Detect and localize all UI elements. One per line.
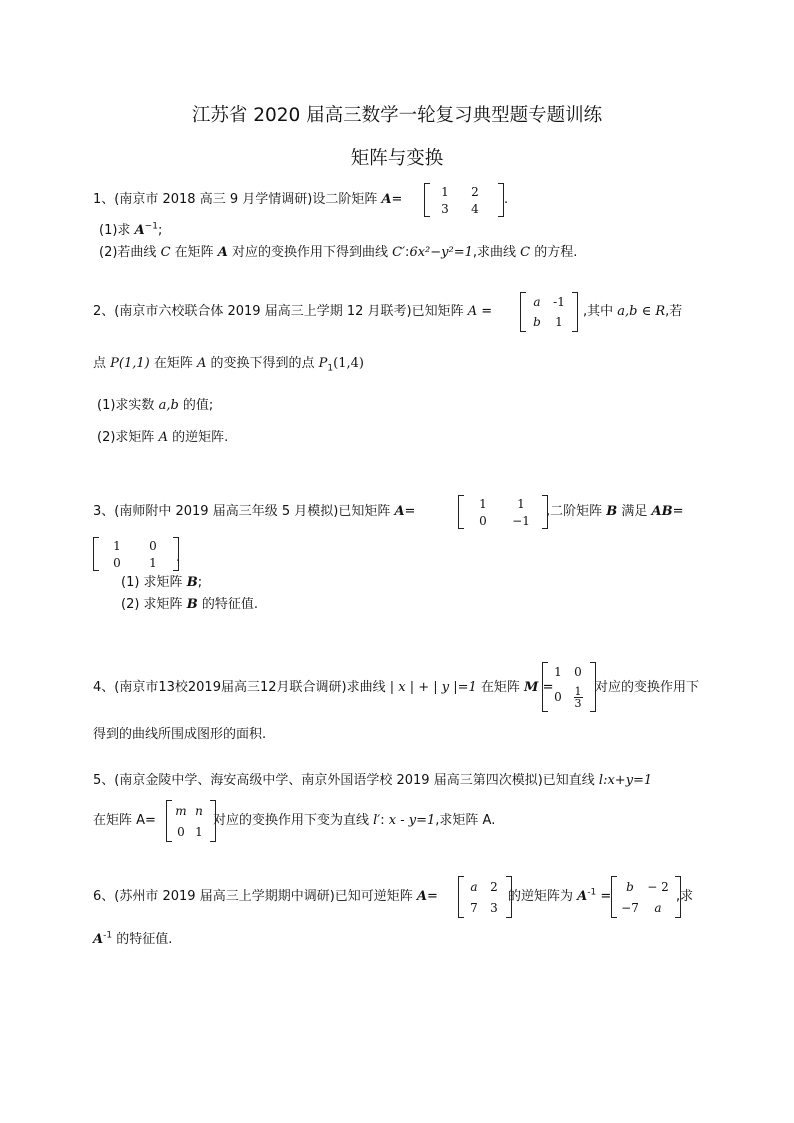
- question-number: 5、: [93, 773, 115, 788]
- question-3-part-2: (2) 求矩阵 B 的特征值.: [121, 597, 258, 612]
- matrix-A-q1: 1 2 3 4: [424, 183, 504, 217]
- matrix-M-q4: 1 0 0 $\frac{1}{3}$: [542, 662, 596, 712]
- question-source: (苏州市 2019 届高三上学期期中调研): [114, 889, 335, 904]
- question-4-stem: 4、(南京市13校2019届高三12月联合调研)求曲线 | x | + | y |=1 在矩阵 M =: [93, 680, 554, 695]
- question-2-stem: 2、(南京市六校联合体 2019 届高三上学期 12 月联考)已知矩阵 A =: [93, 304, 493, 319]
- question-2-part-2: (2)求矩阵 A 的逆矩阵.: [97, 430, 229, 445]
- question-3-part-1: (1) 求矩阵 B;: [121, 575, 203, 590]
- question-number: 4、: [93, 680, 115, 695]
- question-4-line-2: 得到的曲线所围成图形的面积.: [93, 727, 267, 742]
- question-source: (南京市六校联合体 2019 届高三上学期 12 月联考): [114, 304, 412, 319]
- question-source: (南京金陵中学、海安高级中学、南京外国语学校 2019 届高三第四次模拟): [114, 773, 543, 788]
- matrix-identity-q3: 1 0 0 1: [93, 537, 179, 571]
- fraction-one-third: $\frac{1}{3}$: [574, 684, 582, 710]
- question-6-stem: 6、(苏州市 2019 届高三上学期期中调研)已知可逆矩阵 A=: [93, 889, 438, 904]
- question-number: 6、: [93, 889, 115, 904]
- question-number: 2、: [93, 304, 115, 319]
- question-source: (南京市 2018 高三 9 月学情调研): [114, 192, 313, 207]
- matrix-A-q5: m n 0 1: [166, 800, 216, 842]
- question-2-line-2: 点 P(1,1) 在矩阵 A 的变换下得到的点 $P_1(1,4)$: [93, 356, 364, 374]
- matrix-A-q6: a 2 7 3: [458, 876, 512, 918]
- question-1-stem: 1、(南京市 2018 高三 9 月学情调研)设二阶矩阵 A=: [93, 192, 403, 207]
- question-5-line-2-a: 在矩阵 A=: [93, 813, 156, 828]
- question-1-part-1: (1)求 $A^{-1}$;: [99, 221, 163, 238]
- matrix-A-q2: a -1 b 1: [520, 292, 578, 332]
- matrix-A-q3: 1 1 0 −1: [458, 495, 548, 529]
- document-subtitle: 矩阵与变换: [350, 148, 444, 169]
- question-source: (南师附中 2019 届高三年级 5 月模拟): [114, 504, 339, 519]
- question-1-part-2: (2)若曲线 C 在矩阵 A 对应的变换作用下得到曲线 C′:6x²−y²=1,求曲线 C 的方程.: [99, 245, 578, 260]
- question-5-stem: 5、(南京金陵中学、海安高级中学、南京外国语学校 2019 届高三第四次模拟)已知直线 l:x+y=1: [93, 773, 653, 788]
- question-number: 1、: [93, 192, 115, 207]
- question-source: (南京市13校2019届高三12月联合调研): [114, 680, 347, 695]
- matrix-A-inverse-q6: b − 2 −7 a: [611, 876, 681, 918]
- question-number: 3、: [93, 504, 115, 519]
- question-5-line-2-b: 对应的变换作用下变为直线 l′: x - y=1,求矩阵 A.: [213, 813, 496, 828]
- question-6-line-2: $A^{-1}$ 的特征值.: [93, 930, 173, 947]
- question-3-stem: 3、(南师附中 2019 届高三年级 5 月模拟)已知矩阵 A=: [93, 504, 416, 519]
- document-title: 江苏省 2020 届高三数学一轮复习典型题专题训练: [191, 105, 603, 126]
- question-2-part-1: (1)求实数 a,b 的值;: [97, 398, 214, 413]
